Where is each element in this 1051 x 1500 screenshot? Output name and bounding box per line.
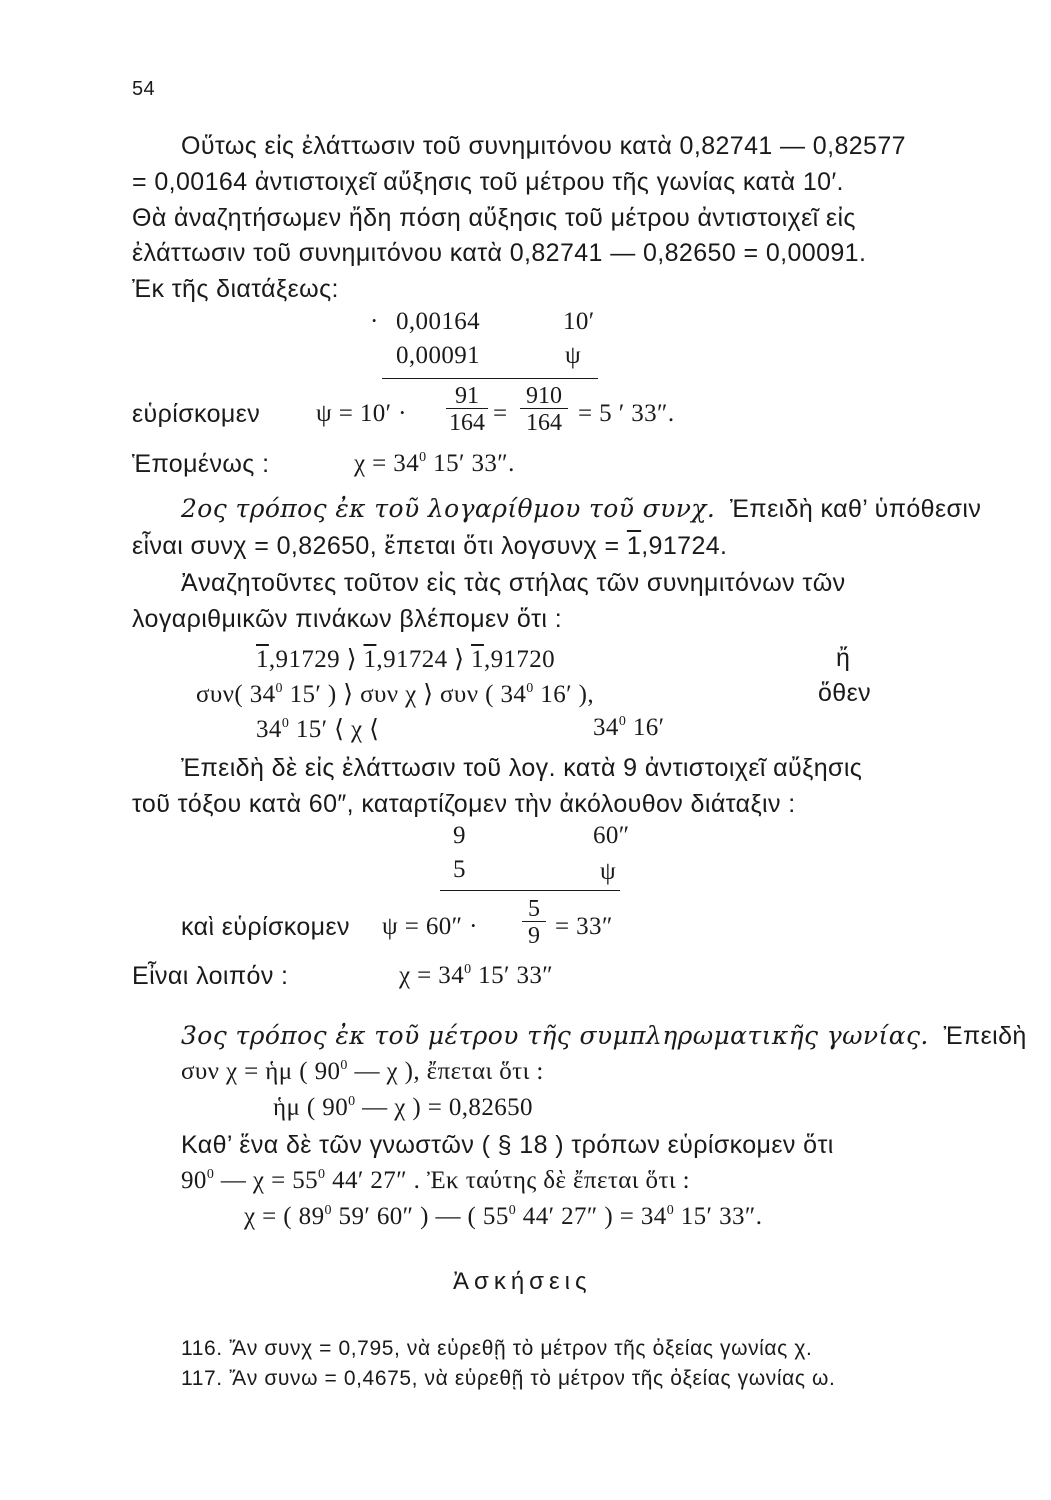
method2-line2: εἶναι συνχ = 0,82650, ἔπεται ὅτι λογσυνχ = 1,91724. bbox=[132, 532, 728, 560]
page-number: 54 bbox=[132, 78, 156, 100]
result2-label: καὶ εὑρίσκομεν bbox=[181, 913, 350, 941]
method2-rest: Ἐπειδὴ καθ’ ὑπόθεσιν bbox=[729, 495, 982, 523]
result1-f1-den: 164 bbox=[446, 408, 488, 435]
result1-eq: = bbox=[493, 400, 508, 427]
table2-rule bbox=[440, 890, 620, 891]
exercise-117: 117. Ἄν συνω = 0,4675, νὰ εὑρεθῇ τὸ μέτρον τῆς ὀξείας γωνίας ω. bbox=[181, 1367, 836, 1390]
method2-title: 2ος τρόπος ἐκ τοῦ λογαρίθμου τοῦ συνχ. bbox=[181, 494, 716, 523]
result2-f-num: 5 bbox=[528, 896, 540, 922]
result1-f2-num: 910 bbox=[526, 383, 562, 409]
result2-fraction bbox=[522, 897, 546, 948]
table1-rule bbox=[382, 378, 598, 379]
para2-line1: Ἐπειδὴ δὲ εἰς ἐλάττωσιν τοῦ λογ. κατὰ 9 ἀντιστοιχεῖ αὔξησις bbox=[181, 754, 863, 782]
method3-rest: Ἐπειδὴ bbox=[943, 1022, 1027, 1050]
para1-line3: Θὰ ἀναζητήσωμεν ἤδη πόση αὔξησις τοῦ μέτρου ἀντιστοιχεῖ εἰς bbox=[132, 204, 856, 232]
method3-line2: συν χ = ἡμ ( $90^0$ — χ ), ἔπεται ὅτι : bbox=[181, 1058, 544, 1085]
result1-f2-den: 164 bbox=[520, 408, 568, 435]
method2-line3: Ἀναζητοῦντες τοῦτον εἰς τὰς στήλας τῶν συνημιτόνων τῶν bbox=[181, 569, 846, 597]
table1-r1c2: 10′ bbox=[563, 308, 595, 335]
table2-r1c1: 9 bbox=[453, 822, 466, 849]
method3-line6: χ = ( $89^0$ 59′ 60″ ) — ( $55^0$ 44′ 27″ ) = $34^0$ 15′ 33″. bbox=[244, 1203, 763, 1230]
exercises-heading: Ἀσκήσεις bbox=[453, 1268, 592, 1295]
result1-fraction2 bbox=[520, 384, 568, 435]
para1-line2: = 0,00164 ἀντιστοιχεῖ αὔξησις τοῦ μέτρου τῆς γωνίας κατὰ 10′. bbox=[132, 168, 844, 196]
exercise-116: 116. Ἄν συνχ = 0,795, νὰ εὑρεθῇ τὸ μέτρον τῆς ὀξείας γωνίας χ. bbox=[181, 1337, 813, 1360]
result2-f-den: 9 bbox=[522, 921, 546, 948]
hence1-value: $\chi = 34^0$ 15′ 33″. bbox=[354, 450, 515, 477]
result1-f1-num: 91 bbox=[455, 383, 479, 409]
hence1-label: Ἑπομένως : bbox=[132, 450, 270, 478]
hence2-value: $\chi = 34^0$ 15′ 33″ bbox=[399, 962, 554, 989]
method3-line4: Καθ’ ἕνα δὲ τῶν γνωστῶν ( § 18 ) τρόπων εὑρίσκομεν ὅτι bbox=[181, 1131, 834, 1159]
result1-lhs: ψ = 10′ · bbox=[316, 400, 407, 427]
result2-lhs: ψ = 60″ · bbox=[382, 913, 478, 940]
ineq-row1-end: ἤ bbox=[836, 644, 851, 672]
para2-line2: τοῦ τόξου κατὰ 60″, καταρτίζομεν τὴν ἀκόλουθον διάταξιν : bbox=[132, 790, 796, 818]
table2-r1c2: 60″ bbox=[593, 822, 630, 849]
para1-line4: ἐλάττωσιν τοῦ συνημιτόνου κατὰ 0,82741 — 0,82650 = 0,00091. bbox=[132, 239, 867, 267]
ineq-row1: 1,91729 ⟩ 1,91724 ⟩ 1,91720 bbox=[256, 646, 556, 673]
para1-line5: Ἐκ τῆς διατάξεως: bbox=[132, 275, 339, 303]
result1-fraction1 bbox=[446, 384, 488, 435]
para1-line1: Οὕτως εἰς ἐλάττωσιν τοῦ συνημιτόνου κατὰ 0,82741 — 0,82577 bbox=[181, 132, 906, 160]
table2-r2c1: 5 bbox=[453, 856, 466, 883]
method2-line1 bbox=[181, 494, 981, 524]
result1-rhs: = 5 ′ 33″. bbox=[578, 400, 675, 427]
ineq-row2: συν( $34^0$ 15′ ) ⟩ συν χ ⟩ συν ( $34^0$ 16′ ), bbox=[196, 681, 595, 708]
method3-line1 bbox=[181, 1021, 1027, 1051]
ineq-row3: $34^0$ 15′ ⟨ χ ⟨ bbox=[256, 716, 380, 743]
result2-rhs: = 33″ bbox=[555, 913, 613, 940]
ineq-row2-end: ὅθεν bbox=[818, 679, 872, 707]
table1-r2c2: ψ bbox=[565, 342, 582, 369]
method3-line3: ἡμ ( $90^0$ — χ ) = 0,82650 bbox=[273, 1094, 533, 1121]
method3-line5: $90^0$ — $\chi = 55^0$ 44′ 27″ . Ἐκ ταύτης δὲ ἔπεται ὅτι : bbox=[181, 1167, 691, 1194]
method2-line4: λογαριθμικῶν πινάκων βλέπομεν ὅτι : bbox=[132, 605, 563, 633]
table1-r1c1: 0,00164 bbox=[396, 308, 481, 335]
table2-r2c2: ψ bbox=[600, 858, 617, 885]
table1-dot: · bbox=[370, 308, 379, 335]
ineq-row3-right: $34^0$ 16′ bbox=[593, 714, 665, 741]
table1-r2c1: 0,00091 bbox=[396, 342, 481, 369]
method3-title: 3ος τρόπος ἐκ τοῦ μέτρου τῆς συμπληρωματικῆς γωνίας. bbox=[181, 1021, 929, 1050]
result1-label: εὑρίσκομεν bbox=[132, 400, 261, 428]
hence2-label: Εἶναι λοιπόν : bbox=[132, 962, 289, 990]
